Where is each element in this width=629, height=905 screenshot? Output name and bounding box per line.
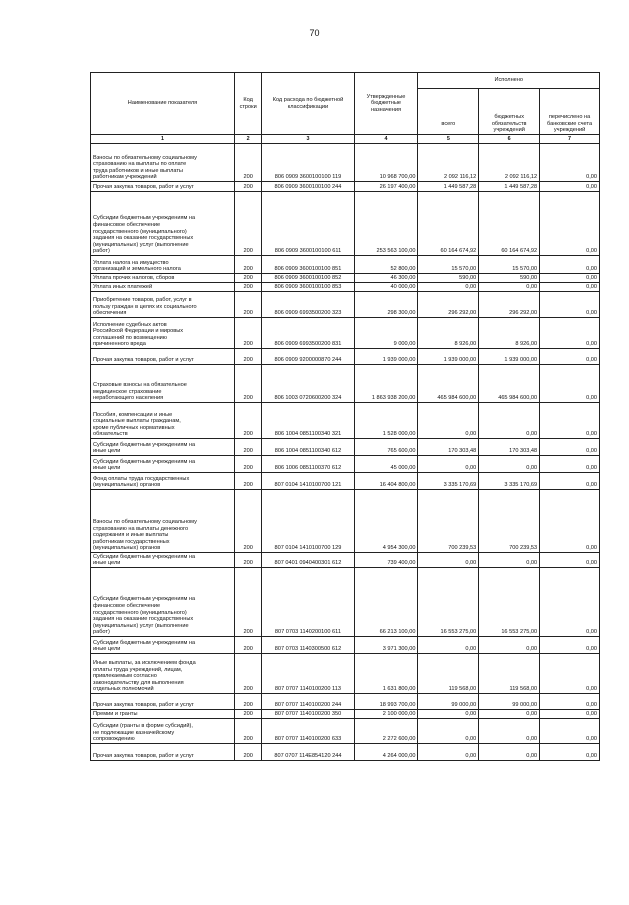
row-executed-budget: 465 984 600,00 (479, 365, 540, 403)
row-expense-code: 806 0909 3600100100 119 (262, 144, 354, 182)
row-expense-code: 807 0104 1410100700 121 (262, 473, 354, 490)
row-approved: 16 404 800,00 (354, 473, 418, 490)
row-approved: 52 800,00 (354, 256, 418, 274)
page-number: 70 (309, 28, 320, 38)
row-name: Страховые взносы на обязательное медицинское страхование неработающего населения (91, 365, 235, 403)
header-approved: Утвержденные бюджетные назначения (354, 73, 418, 135)
row-executed-total: 1 449 587,28 (418, 182, 479, 192)
row-executed-bank: 0,00 (540, 553, 600, 568)
row-line-code: 200 (234, 144, 261, 182)
row-expense-code: 806 0909 6993500200 323 (262, 292, 354, 318)
row-executed-bank: 0,00 (540, 318, 600, 349)
row-executed-bank: 0,00 (540, 274, 600, 283)
row-executed-total: 1 939 000,00 (418, 349, 479, 365)
row-executed-budget: 2 092 116,12 (479, 144, 540, 182)
row-approved: 765 600,00 (354, 439, 418, 456)
row-expense-code: 806 0909 3600100100 853 (262, 283, 354, 292)
table-row (91, 182, 600, 192)
row-executed-budget: 3 335 170,69 (479, 473, 540, 490)
row-executed-budget: 1 939 000,00 (479, 349, 540, 365)
row-expense-code: 806 0909 9200000870 244 (262, 349, 354, 365)
column-number: 2 (234, 135, 261, 144)
row-approved: 4 264 000,00 (354, 744, 418, 761)
row-executed-bank: 0,00 (540, 192, 600, 256)
row-line-code: 200 (234, 719, 261, 744)
row-expense-code: 806 1006 0851100370 612 (262, 456, 354, 473)
row-approved: 40 000,00 (354, 283, 418, 292)
row-executed-bank: 0,00 (540, 490, 600, 553)
row-executed-budget: 0,00 (479, 710, 540, 719)
row-approved: 253 563 100,00 (354, 192, 418, 256)
row-approved: 2 100 000,00 (354, 710, 418, 719)
row-name: Уплата налога на имущество организаций и земельного налога (91, 256, 235, 274)
row-approved: 45 000,00 (354, 456, 418, 473)
row-executed-total: 0,00 (418, 403, 479, 439)
row-name: Прочая закупка товаров, работ и услуг (91, 694, 235, 710)
row-executed-budget: 8 926,00 (479, 318, 540, 349)
row-name: Субсидии бюджетным учреждениям на иные цели (91, 553, 235, 568)
table-body (91, 144, 600, 761)
row-line-code: 200 (234, 568, 261, 637)
row-expense-code: 806 0909 3600100100 244 (262, 182, 354, 192)
row-line-code: 200 (234, 439, 261, 456)
row-executed-bank: 0,00 (540, 568, 600, 637)
table-row (91, 274, 600, 283)
row-executed-bank: 0,00 (540, 710, 600, 719)
column-number: 5 (418, 135, 479, 144)
row-executed-budget: 0,00 (479, 637, 540, 654)
row-executed-bank: 0,00 (540, 182, 600, 192)
row-name: Субсидии бюджетным учреждениям на иные цели (91, 637, 235, 654)
table-row (91, 256, 600, 274)
row-approved: 2 272 600,00 (354, 719, 418, 744)
row-executed-bank: 0,00 (540, 365, 600, 403)
row-approved: 1 528 000,00 (354, 403, 418, 439)
table-row (91, 349, 600, 365)
row-line-code: 200 (234, 744, 261, 761)
header-executed-budget: бюджетных обязательств учреждений (479, 89, 540, 135)
row-approved: 46 300,00 (354, 274, 418, 283)
table-row (91, 744, 600, 761)
row-executed-budget: 99 000,00 (479, 694, 540, 710)
row-executed-bank: 0,00 (540, 283, 600, 292)
row-executed-bank: 0,00 (540, 439, 600, 456)
row-executed-total: 16 553 275,00 (418, 568, 479, 637)
row-name: Исполнение судебных актов Российской Федерации и мировых соглашений по возмещению причиненного вреда (91, 318, 235, 349)
table-row (91, 365, 600, 403)
row-line-code: 200 (234, 192, 261, 256)
row-executed-total: 8 926,00 (418, 318, 479, 349)
table-row (91, 403, 600, 439)
row-executed-budget: 15 570,00 (479, 256, 540, 274)
table-row (91, 318, 600, 349)
header-line-code: Код строки (234, 73, 261, 135)
row-executed-budget: 16 553 275,00 (479, 568, 540, 637)
row-executed-total: 60 164 674,92 (418, 192, 479, 256)
row-executed-budget: 60 164 674,92 (479, 192, 540, 256)
row-expense-code: 807 0401 0940400301 612 (262, 553, 354, 568)
row-name: Премии и гранты (91, 710, 235, 719)
row-name: Взносы по обязательному социальному страхованию на выплаты денежного содержания и иные выплаты работникам государственных (муниципальных) органов (91, 490, 235, 553)
row-executed-total: 0,00 (418, 456, 479, 473)
row-expense-code: 807 0707 1140100200 350 (262, 710, 354, 719)
table-row (91, 568, 600, 637)
row-name: Иные выплаты, за исключением фонда оплаты труда учреждений, лицам, привлекаемым согласно законодательству для выполнения отдельных полномочий (91, 654, 235, 694)
row-line-code: 200 (234, 182, 261, 192)
row-executed-total: 99 000,00 (418, 694, 479, 710)
row-executed-total: 590,00 (418, 274, 479, 283)
row-executed-budget: 0,00 (479, 744, 540, 761)
row-executed-bank: 0,00 (540, 473, 600, 490)
row-expense-code: 807 0707 114E854120 244 (262, 744, 354, 761)
row-expense-code: 807 0703 1140300500 612 (262, 637, 354, 654)
column-numbers-row (91, 135, 600, 144)
row-executed-total: 0,00 (418, 283, 479, 292)
row-executed-total: 15 570,00 (418, 256, 479, 274)
row-executed-budget: 700 239,53 (479, 490, 540, 553)
header-executed-total: всего (418, 89, 479, 135)
table-row (91, 637, 600, 654)
row-line-code: 200 (234, 403, 261, 439)
row-line-code: 200 (234, 365, 261, 403)
row-approved: 66 213 100,00 (354, 568, 418, 637)
row-line-code: 200 (234, 637, 261, 654)
row-executed-budget: 0,00 (479, 283, 540, 292)
header-name: Наименование показателя (91, 73, 235, 135)
row-executed-budget: 0,00 (479, 719, 540, 744)
header-executed-bank: перечислено на банковские счета учреждений (540, 89, 600, 135)
table-row (91, 439, 600, 456)
row-approved: 26 197 400,00 (354, 182, 418, 192)
row-line-code: 200 (234, 654, 261, 694)
row-expense-code: 807 0707 1140100200 633 (262, 719, 354, 744)
row-expense-code: 807 0104 1410100700 129 (262, 490, 354, 553)
row-approved: 1 631 800,00 (354, 654, 418, 694)
row-line-code: 200 (234, 283, 261, 292)
row-name: Приобретение товаров, работ, услуг в пользу граждан в целях их социального обеспечения (91, 292, 235, 318)
row-executed-total: 0,00 (418, 744, 479, 761)
row-line-code: 200 (234, 456, 261, 473)
column-number: 1 (91, 135, 235, 144)
row-name: Уплата иных платежей (91, 283, 235, 292)
row-expense-code: 806 0909 6993500200 831 (262, 318, 354, 349)
row-line-code: 200 (234, 292, 261, 318)
row-executed-total: 170 303,48 (418, 439, 479, 456)
row-line-code: 200 (234, 349, 261, 365)
row-executed-total: 296 292,00 (418, 292, 479, 318)
column-number: 7 (540, 135, 600, 144)
row-expense-code: 806 0909 3600100100 611 (262, 192, 354, 256)
row-line-code: 200 (234, 318, 261, 349)
row-executed-total: 700 239,53 (418, 490, 479, 553)
row-approved: 3 971 300,00 (354, 637, 418, 654)
row-executed-bank: 0,00 (540, 349, 600, 365)
row-name: Прочая закупка товаров, работ и услуг (91, 744, 235, 761)
row-executed-bank: 0,00 (540, 719, 600, 744)
row-approved: 298 300,00 (354, 292, 418, 318)
row-line-code: 200 (234, 256, 261, 274)
row-approved: 739 400,00 (354, 553, 418, 568)
row-line-code: 200 (234, 473, 261, 490)
header-executed: Исполнено (418, 73, 600, 89)
row-executed-budget: 590,00 (479, 274, 540, 283)
row-line-code: 200 (234, 553, 261, 568)
row-executed-bank: 0,00 (540, 637, 600, 654)
row-line-code: 200 (234, 694, 261, 710)
row-name: Субсидии бюджетным учреждениям на иные цели (91, 456, 235, 473)
table-row (91, 283, 600, 292)
row-name: Взносы по обязательному социальному страхованию на выплаты по оплате труда работников и иные выплаты работникам учреждений (91, 144, 235, 182)
table-row (91, 710, 600, 719)
row-executed-budget: 170 303,48 (479, 439, 540, 456)
row-name: Фонд оплаты труда государственных (муниципальных) органов (91, 473, 235, 490)
row-expense-code: 806 0909 3600100100 852 (262, 274, 354, 283)
row-executed-bank: 0,00 (540, 144, 600, 182)
row-executed-total: 0,00 (418, 553, 479, 568)
table-row (91, 719, 600, 744)
row-executed-total: 0,00 (418, 637, 479, 654)
row-approved: 9 000,00 (354, 318, 418, 349)
row-approved: 10 968 700,00 (354, 144, 418, 182)
table-row (91, 473, 600, 490)
column-number: 3 (262, 135, 354, 144)
column-number: 6 (479, 135, 540, 144)
row-name: Пособия, компенсации и иные социальные выплаты гражданам, кроме публичных нормативных обязательств (91, 403, 235, 439)
row-executed-bank: 0,00 (540, 456, 600, 473)
row-executed-bank: 0,00 (540, 292, 600, 318)
row-approved: 4 954 300,00 (354, 490, 418, 553)
row-executed-total: 465 984 600,00 (418, 365, 479, 403)
budget-execution-table (90, 72, 600, 761)
table-row (91, 694, 600, 710)
row-name: Прочая закупка товаров, работ и услуг (91, 182, 235, 192)
row-approved: 18 993 700,00 (354, 694, 418, 710)
row-approved: 1 863 938 200,00 (354, 365, 418, 403)
header-expense-code: Код расхода по бюджетной классификации (262, 73, 354, 135)
row-expense-code: 807 0707 1140100200 113 (262, 654, 354, 694)
column-number: 4 (354, 135, 418, 144)
table-row (91, 490, 600, 553)
table-row (91, 456, 600, 473)
row-name: Субсидии бюджетным учреждениям на финансовое обеспечение государственного (муниципального) задания на оказание государственных (муниципальных) услуг (выполнение работ) (91, 192, 235, 256)
row-executed-total: 2 092 116,12 (418, 144, 479, 182)
row-executed-bank: 0,00 (540, 403, 600, 439)
table-row (91, 654, 600, 694)
row-approved: 1 939 000,00 (354, 349, 418, 365)
row-executed-bank: 0,00 (540, 744, 600, 761)
row-line-code: 200 (234, 490, 261, 553)
row-executed-bank: 0,00 (540, 654, 600, 694)
row-executed-budget: 0,00 (479, 553, 540, 568)
row-expense-code: 807 0703 1140200100 611 (262, 568, 354, 637)
table-row (91, 292, 600, 318)
row-expense-code: 806 0909 3600100100 851 (262, 256, 354, 274)
row-expense-code: 807 0707 1140100200 244 (262, 694, 354, 710)
row-name: Уплата прочих налогов, сборов (91, 274, 235, 283)
table-row (91, 144, 600, 182)
row-executed-total: 0,00 (418, 710, 479, 719)
row-executed-budget: 296 292,00 (479, 292, 540, 318)
row-executed-total: 119 568,00 (418, 654, 479, 694)
row-name: Субсидии бюджетным учреждениям на иные цели (91, 439, 235, 456)
table-row (91, 553, 600, 568)
row-name: Прочая закупка товаров, работ и услуг (91, 349, 235, 365)
row-executed-bank: 0,00 (540, 694, 600, 710)
row-expense-code: 806 1004 0851100340 321 (262, 403, 354, 439)
row-name: Субсидии (гранты в форме субсидий), не подлежащие казначейскому сопровождению (91, 719, 235, 744)
row-line-code: 200 (234, 710, 261, 719)
row-expense-code: 806 1003 0720600200 324 (262, 365, 354, 403)
row-expense-code: 806 1004 0851100340 612 (262, 439, 354, 456)
row-executed-budget: 0,00 (479, 403, 540, 439)
row-executed-budget: 1 449 587,28 (479, 182, 540, 192)
table-row (91, 192, 600, 256)
row-executed-budget: 0,00 (479, 456, 540, 473)
row-executed-budget: 119 568,00 (479, 654, 540, 694)
row-name: Субсидии бюджетным учреждениям на финансовое обеспечение государственного (муниципального) задания на оказание государственных (муниципальных) услуг (выполнение работ) (91, 568, 235, 637)
row-executed-total: 3 335 170,69 (418, 473, 479, 490)
row-line-code: 200 (234, 274, 261, 283)
row-executed-bank: 0,00 (540, 256, 600, 274)
row-executed-total: 0,00 (418, 719, 479, 744)
